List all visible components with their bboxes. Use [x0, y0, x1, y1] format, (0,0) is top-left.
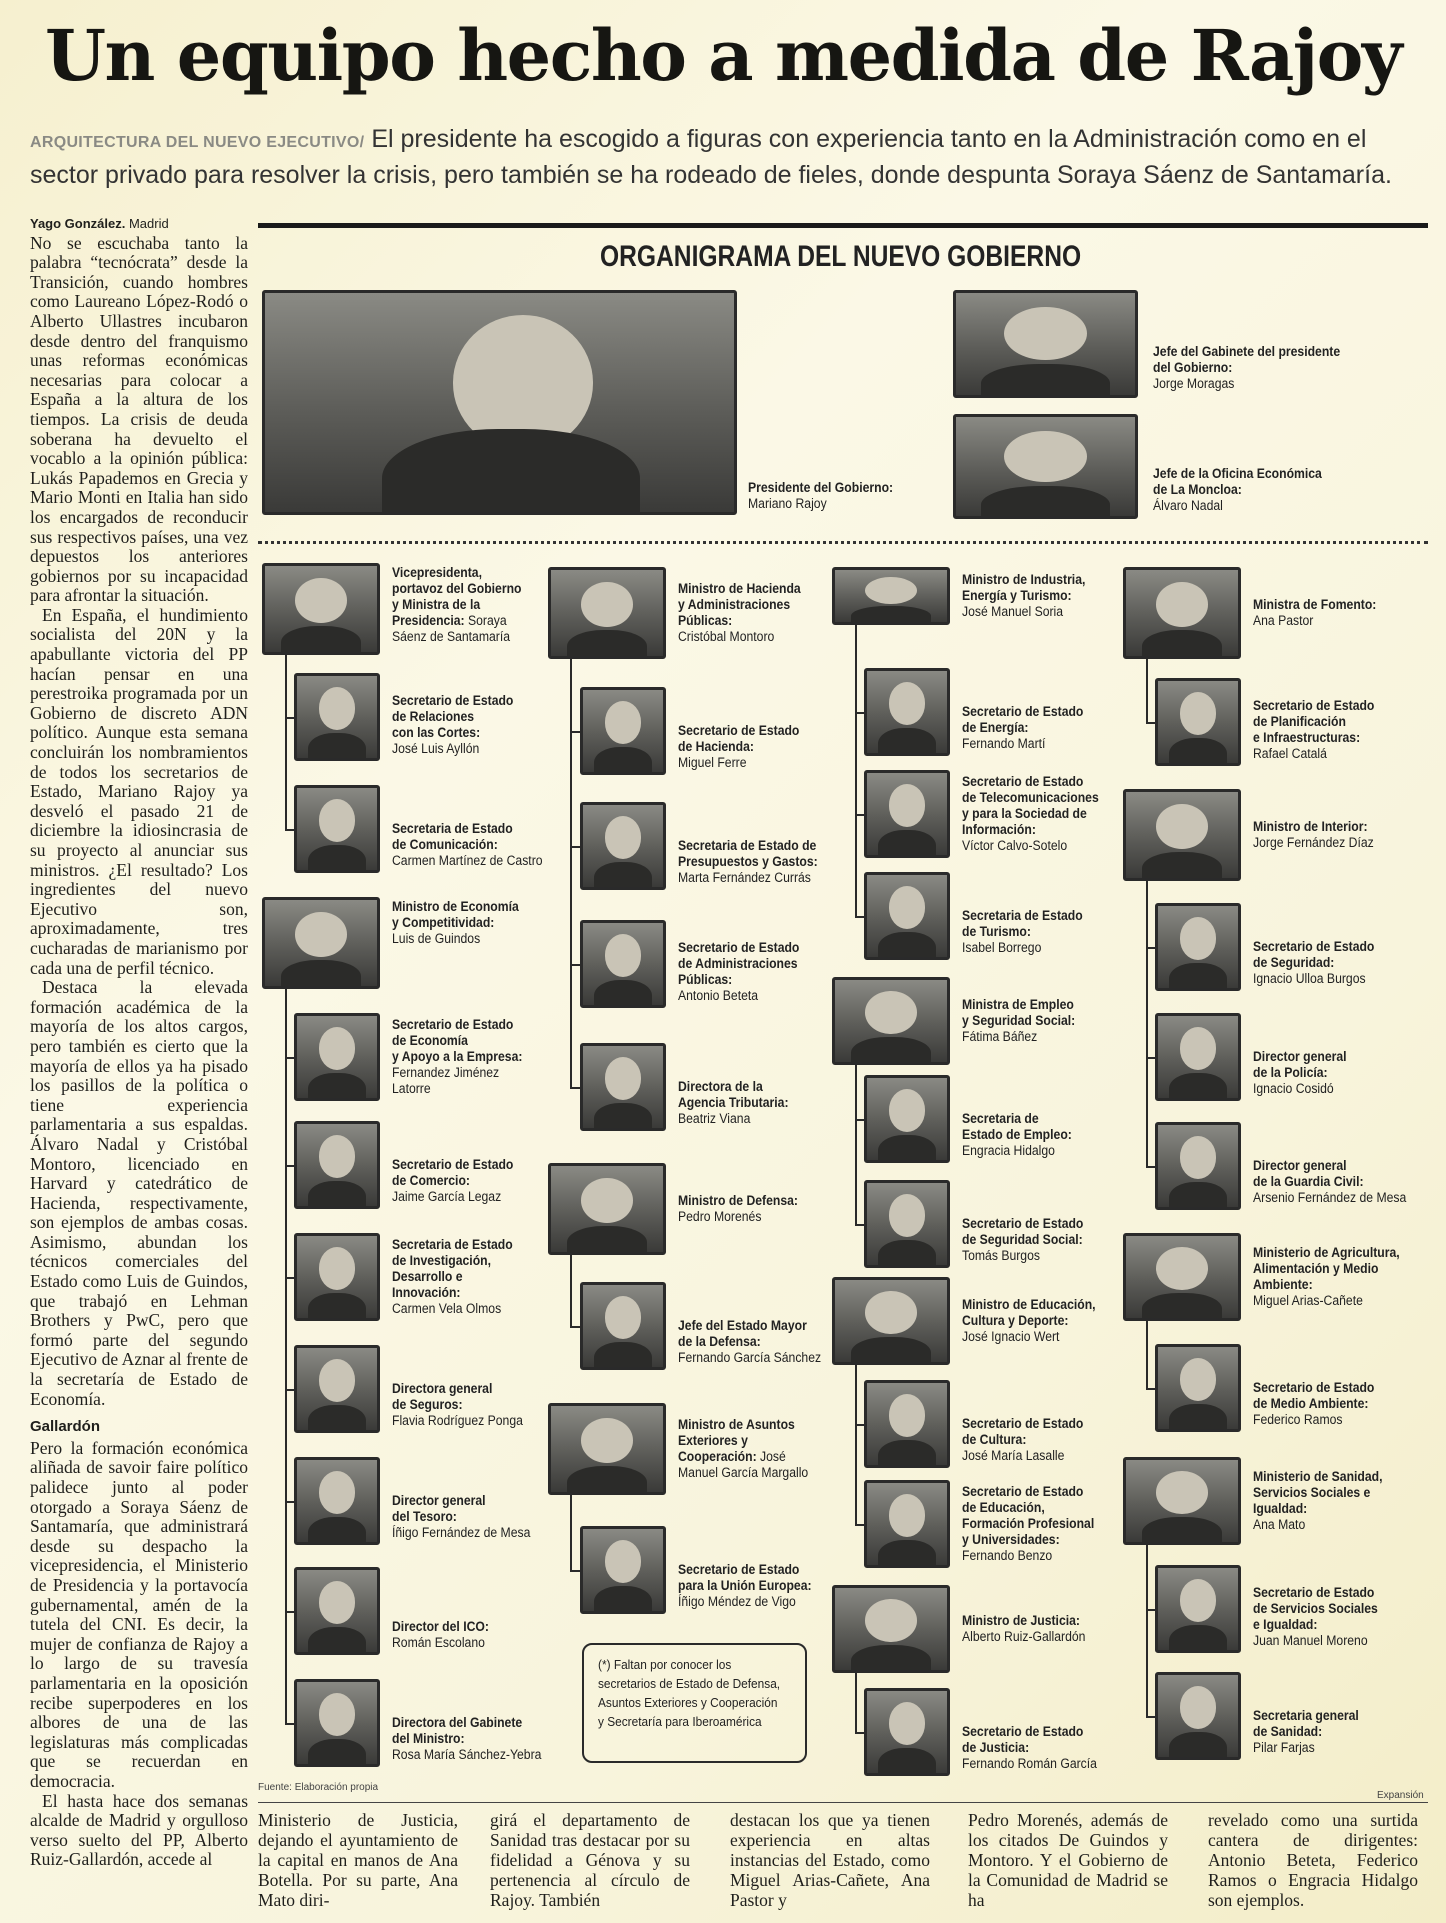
connector-line: [855, 1524, 864, 1526]
connector-line: [285, 829, 294, 831]
official-photo: [294, 1121, 380, 1209]
role-line: Directora general: [392, 1381, 493, 1397]
official-label: [962, 908, 1083, 956]
role-line: de la Policía:: [1253, 1065, 1328, 1081]
role-line: Ministra de Empleo: [962, 997, 1074, 1013]
official-label: [962, 1484, 1094, 1564]
role-line: de Medio Ambiente:: [1253, 1396, 1369, 1412]
connector-line: [570, 1326, 580, 1328]
person-name: Alberto Ruiz-Gallardón: [962, 1629, 1086, 1645]
official-photo: [864, 770, 950, 858]
paragraph-3: Destaca la elevada formación académica de la mayoría de los altos cargos, pero también es cierto que la mayoría de ellos ya ha pisado los pasillos de la política o tiene experiencia parlamentaria a sus espaldas. Álvaro Nadal y Cristóbal Montoro, licenciado en Harvard y catedrático de Hacienda, respectivamente, son ejemplos de ambas cosas. Asimismo, abundan los técnicos comerciales del Estado como Luis de Guindos, que trabajó en Lehman Brothers y PwC, pero que formó parte del segundo Ejecutivo de Aznar al frente de la secretaría de Estado de Economía.: [30, 977, 248, 1409]
official-photo: [864, 1075, 950, 1163]
role-line: de Seguridad:: [1253, 955, 1335, 971]
minister-photo: [1123, 789, 1241, 881]
person-name: Beatriz Viana: [678, 1111, 751, 1127]
connector-line: [570, 1087, 580, 1089]
role-line: Cultura y Deporte:: [962, 1313, 1069, 1329]
minister-label: [962, 997, 1075, 1045]
official-photo: [294, 1679, 380, 1767]
official-photo: [294, 1345, 380, 1433]
minister-label: [678, 1417, 808, 1481]
role-line: del Ministro:: [392, 1731, 465, 1747]
person-name: Manuel García Margallo: [678, 1465, 809, 1481]
official-label: [1253, 1158, 1406, 1206]
minister-photo: [832, 977, 950, 1065]
role-line: Igualdad:: [1253, 1501, 1308, 1517]
person-name: Cristóbal Montoro: [678, 629, 775, 645]
org-chart-title: ORGANIGRAMA DEL NUEVO GOBIERNO: [600, 240, 1082, 273]
paragraph-1: No se escuchaba tanto la palabra “tecnócrata” desde la Transición, cuando hombres como Laureano López-Rodó o Alberto Ullastres incubaron desde dentro del franquismo unas reformas económicas necesarias para colocar a España a la altura de los tiempos. La crisis de deuda soberana ha devuelto el vocablo a la opinión pública: Lukás Papademos en Grecia y Mario Monti en Italia han sido los encargados de reconducir sus respectivos países, una vez depuestos los anteriores gobiernos por su incapacidad para afrontar la situación.: [30, 232, 248, 606]
official-label: [392, 1237, 513, 1317]
headline: Un equipo hecho a medida de Rajoy: [44, 14, 1401, 97]
bottom-col-3: destacan los que ya tienen experiencia en altas instancias del Estado, como Miguel Arias-Cañete, Ana Pastor y: [730, 1810, 930, 1910]
role-line: Secretario de Estado: [962, 1216, 1084, 1232]
official-label: [1253, 1585, 1378, 1649]
minister-label: [962, 1297, 1096, 1345]
official-photo: [1155, 1344, 1241, 1432]
connector-line: [855, 1224, 864, 1226]
person-name: Jaime García Legaz: [392, 1189, 502, 1205]
connector-line: [570, 1570, 580, 1572]
official-photo: [294, 785, 380, 873]
role-line: Desarrollo e: [392, 1269, 463, 1285]
role-line: de Seguridad Social:: [962, 1232, 1083, 1248]
oficina-photo: [953, 414, 1138, 519]
person-name: Miguel Arias-Cañete: [1253, 1293, 1363, 1309]
connector-line: [855, 625, 857, 916]
official-photo: [580, 802, 666, 890]
connector-line: [285, 1723, 294, 1725]
official-label: [962, 1216, 1083, 1264]
role-line: Públicas:: [678, 972, 733, 988]
person-name: Fernando Benzo: [962, 1548, 1053, 1564]
person-name: Ignacio Ulloa Burgos: [1253, 971, 1366, 987]
role-line: Secretaria general: [1253, 1708, 1359, 1724]
person-name: Pedro Morenés: [678, 1209, 762, 1225]
official-photo: [864, 1688, 950, 1776]
deck: [30, 123, 1430, 191]
person-name: Flavia Rodríguez Ponga: [392, 1413, 523, 1429]
president-photo: [262, 290, 737, 515]
role-line: Vicepresidenta,: [392, 565, 482, 581]
official-photo: [294, 1457, 380, 1545]
role-line: y Ministra de la: [392, 597, 481, 613]
official-label: [962, 1724, 1097, 1772]
footnote-box: (*) Faltan por conocer los secretarios de Estado de Defensa, Asuntos Exteriores y Cooperación y Secretaría para Iberoamérica: [582, 1643, 807, 1763]
role-line: Secretario de Estado: [392, 1017, 514, 1033]
person-name: Arsenio Fernández de Mesa: [1253, 1190, 1407, 1206]
official-photo: [864, 668, 950, 756]
connector-line: [855, 1065, 857, 1224]
minister-label: [962, 572, 1085, 620]
official-label: [392, 1715, 541, 1763]
official-label: [392, 1017, 522, 1097]
role-line: Secretario de Estado: [962, 1724, 1084, 1740]
role-line: de la Guardia Civil:: [1253, 1174, 1364, 1190]
role-line: Director general: [1253, 1158, 1347, 1174]
connector-line: [285, 655, 287, 829]
president-label: Presidente del Gobierno: Mariano Rajoy: [748, 480, 894, 512]
gabinete-photo: [953, 290, 1138, 398]
role-line: Exteriores y: [678, 1433, 748, 1449]
official-label: [678, 723, 799, 771]
bottom-col-4: Pedro Morenés, además de los citados De Guindos y Montoro. Y el Gobierno de la Comunidad de Madrid se ha: [968, 1810, 1168, 1910]
person-name: Tomás Burgos: [962, 1248, 1040, 1264]
minister-photo: [548, 1163, 666, 1255]
person-name: Fernandez Jiménez: [392, 1065, 500, 1081]
person-name: Íñigo Fernández de Mesa: [392, 1525, 531, 1541]
deck-kicker: ARQUITECTURA DEL NUEVO EJECUTIVO/: [30, 134, 365, 151]
official-label: [392, 693, 513, 757]
role-line: Secretario de Estado: [1253, 698, 1375, 714]
role-line: de Hacienda:: [678, 739, 754, 755]
person-name: Luis de Guindos: [392, 931, 481, 947]
connector-line: [1146, 1388, 1155, 1390]
bottom-col-2: girá el departamento de Sanidad tras destacar por su fidelidad a Génova y su pertenencia al círculo de Rajoy. También: [490, 1810, 690, 1910]
role-line: Energía y Turismo:: [962, 588, 1072, 604]
role-line: Secretaria de Estado de: [678, 838, 817, 854]
person-name: Fernando Román García: [962, 1756, 1097, 1772]
official-label: [1253, 698, 1374, 762]
paragraph-4: Pero la formación económica aliñada de savoir faire político palidece junto al poder otorgado a Soraya Sáenz de Santamaría, que administrará desde su despacho la vicepresidencia, el Ministerio de Presidencia y la portavocía gubernamental, amén de la tutela del CNI. Es decir, la mujer de confianza de Rajoy a lo largo de su travesía parlamentaria en la oposición recibe superpoderes en los albores de una de las legislaturas más complicadas que se recuerdan en democracia.: [30, 1437, 248, 1791]
minister-label: [1253, 819, 1374, 851]
minister-label: [678, 581, 801, 645]
role-line: Presupuestos y Gastos:: [678, 854, 818, 870]
minister-label: [392, 899, 519, 947]
official-photo: [1155, 1672, 1241, 1760]
role-line: portavoz del Gobierno: [392, 581, 522, 597]
role-line: Secretario de Estado: [1253, 939, 1375, 955]
role-line: de Planificación: [1253, 714, 1346, 730]
connector-line: [570, 1495, 572, 1570]
official-photo: [294, 1567, 380, 1655]
role-line: de Telecomunicaciones: [962, 790, 1099, 806]
role-line: de Energía:: [962, 720, 1029, 736]
role-line: y Seguridad Social:: [962, 1013, 1076, 1029]
role-line: de Educación,: [962, 1500, 1045, 1516]
role-line: de Comunicación:: [392, 837, 498, 853]
person-name: Federico Ramos: [1253, 1412, 1343, 1428]
role-line: Ministerio de Agricultura,: [1253, 1245, 1400, 1261]
minister-photo: [1123, 1457, 1241, 1545]
person-name: José Ignacio Wert: [962, 1329, 1060, 1345]
minister-photo: [1123, 1233, 1241, 1321]
role-line: Director del ICO:: [392, 1619, 489, 1635]
connector-line: [1146, 722, 1155, 724]
official-photo: [864, 872, 950, 960]
minister-photo: [832, 1585, 950, 1673]
minister-photo: [832, 1277, 950, 1365]
person-name: Rosa María Sánchez-Yebra: [392, 1747, 542, 1763]
role-line: de Cultura:: [962, 1432, 1027, 1448]
role-line: Secretario de Estado: [962, 1416, 1084, 1432]
role-line: Ministro de Interior:: [1253, 819, 1368, 835]
role-line: Secretario de Estado: [1253, 1585, 1375, 1601]
minister-photo: [832, 567, 950, 625]
official-label: [962, 1416, 1083, 1464]
role-line: Secretaria de Estado: [962, 908, 1083, 924]
role-line: de Relaciones: [392, 709, 475, 725]
minister-label: [678, 1193, 798, 1225]
official-photo: [580, 687, 666, 775]
person-name: Isabel Borrego: [962, 940, 1042, 956]
role-line: Ambiente:: [1253, 1277, 1313, 1293]
official-photo: [580, 920, 666, 1008]
connector-line: [285, 989, 287, 1723]
person-name: Rafael Catalá: [1253, 746, 1327, 762]
official-photo: [294, 1233, 380, 1321]
role-line: Secretario de Estado: [392, 693, 514, 709]
byline-author: Yago González.: [30, 216, 126, 231]
role-line: Ministro de Educación,: [962, 1297, 1096, 1313]
official-label: [962, 704, 1083, 752]
role-line: con las Cortes:: [392, 725, 481, 741]
official-label: [392, 1619, 489, 1651]
source-credit: Fuente: Elaboración propia: [258, 1782, 379, 1793]
role-line: Estado de Empleo:: [962, 1127, 1072, 1143]
official-photo: [864, 1480, 950, 1568]
person-name: Fernando Martí: [962, 736, 1046, 752]
byline: [30, 214, 248, 234]
paragraph-2: En España, el hundimiento socialista del 20N y la apabullante victoria del PP hacían pensar en una perestroika programada por un Gobierno de discreto ADN político. Aunque esta semana concluirán los nombramientos de todos los secretarios de Estado, Mariano Rajoy ya desveló el pasado 21 de diciembre la idiosincrasia de su proyecto al anunciar sus ministros. ¿El resultado? Los ingredientes del nuevo Ejecutivo son, aproximadamente, tres cucharadas de marianismo por cada una de perfil técnico.: [30, 604, 248, 978]
role-line: e Igualdad:: [1253, 1617, 1318, 1633]
official-label: [678, 1079, 789, 1127]
role-line: del Tesoro:: [392, 1509, 457, 1525]
person-name: Carmen Martínez de Castro: [392, 853, 543, 869]
minister-label: [1253, 597, 1376, 629]
bottom-col-1: Ministerio de Justicia, dejando el ayuntamiento de la capital en manos de Ana Botella. Por su parte, Ana Mato diri-: [258, 1810, 458, 1910]
role-line: y Competitividad:: [392, 915, 495, 931]
role-line: Secretario de Estado: [392, 1157, 514, 1173]
role-line: de Servicios Sociales: [1253, 1601, 1378, 1617]
role-line: Director general: [1253, 1049, 1347, 1065]
person-name: Carmen Vela Olmos: [392, 1301, 502, 1317]
role-line: Servicios Sociales e: [1253, 1485, 1371, 1501]
role-line: Ministra de Fomento:: [1253, 597, 1377, 613]
role-line: Ministro de Economía: [392, 899, 519, 915]
official-photo: [580, 1526, 666, 1614]
official-photo: [1155, 1013, 1241, 1101]
official-label: [392, 821, 543, 869]
official-photo: [580, 1043, 666, 1131]
role-line: y Universidades:: [962, 1532, 1060, 1548]
role-line: de Administraciones: [678, 956, 798, 972]
role-line: Presidencia: Soraya: [392, 613, 507, 629]
role-line: Ministro de Hacienda: [678, 581, 801, 597]
role-line: Secretario de Estado: [678, 1562, 800, 1578]
minister-label: [1253, 1469, 1382, 1533]
person-name: Juan Manuel Moreno: [1253, 1633, 1368, 1649]
role-line: Secretario de Estado: [678, 940, 800, 956]
official-label: [1253, 1708, 1359, 1756]
official-photo: [294, 673, 380, 761]
role-line: de Sanidad:: [1253, 1724, 1323, 1740]
bottom-rule: [258, 1802, 1428, 1803]
role-line: de Investigación,: [392, 1253, 491, 1269]
connector-line: [855, 1732, 864, 1734]
person-name: Fátima Báñez: [962, 1029, 1038, 1045]
role-line: Ministerio de Sanidad,: [1253, 1469, 1383, 1485]
byline-place: Madrid: [125, 216, 169, 231]
connector-line: [855, 916, 864, 918]
connector-line: [855, 1365, 857, 1524]
role-line: Director general: [392, 1493, 486, 1509]
role-line: Formación Profesional: [962, 1516, 1095, 1532]
official-photo: [1155, 678, 1241, 766]
person-name: Ana Pastor: [1253, 613, 1314, 629]
official-photo: [864, 1380, 950, 1468]
role-line: Ministro de Industria,: [962, 572, 1086, 588]
connector-line: [1146, 1166, 1155, 1168]
official-label: [962, 1111, 1072, 1159]
person-name: Jorge Fernández Díaz: [1253, 835, 1374, 851]
dotted-divider: [258, 541, 1428, 544]
official-label: [1253, 1380, 1374, 1428]
gabinete-label: Jefe del Gabinete del presidente del Gobierno: Jorge Moragas: [1153, 344, 1341, 392]
role-line: de Comercio:: [392, 1173, 470, 1189]
person-name: Íñigo Méndez de Vigo: [678, 1594, 796, 1610]
connector-line: [1146, 881, 1148, 1166]
role-line: Secretaria de: [962, 1111, 1039, 1127]
official-photo: [1155, 903, 1241, 991]
person-name: Víctor Calvo-Sotelo: [962, 838, 1068, 854]
connector-line: [1146, 1545, 1148, 1716]
minister-photo: [548, 1403, 666, 1495]
oficina-label: Jefe de la Oficina Económica de La Moncloa: Álvaro Nadal: [1153, 466, 1322, 514]
paragraph-5: El hasta hace dos semanas alcalde de Madrid y orgulloso verso suelto del PP, Alberto Ruiz-Gallardón, accede al: [30, 1790, 248, 1870]
role-line: Agencia Tributaria:: [678, 1095, 789, 1111]
official-photo: [864, 1180, 950, 1268]
role-line: Innovación:: [392, 1285, 461, 1301]
official-photo: [1155, 1565, 1241, 1653]
minister-label: [1253, 1245, 1400, 1309]
official-photo: [1155, 1122, 1241, 1210]
official-label: [678, 838, 818, 886]
role-line: Ministro de Asuntos: [678, 1417, 795, 1433]
role-line: Ministro de Justicia:: [962, 1613, 1080, 1629]
top-rule: [258, 223, 1428, 228]
official-label: [962, 774, 1099, 854]
official-photo: [294, 1013, 380, 1101]
person-name: Román Escolano: [392, 1635, 485, 1651]
minister-photo: [1123, 567, 1241, 659]
official-label: [678, 1318, 821, 1366]
connector-line: [1146, 1321, 1148, 1388]
minister-photo: [548, 567, 666, 659]
role-line: Secretario de Estado: [962, 704, 1084, 720]
person-name: Pilar Farjas: [1253, 1740, 1315, 1756]
role-line: Directora del Gabinete: [392, 1715, 523, 1731]
role-line: Jefe del Estado Mayor: [678, 1318, 807, 1334]
role-line: de Turismo:: [962, 924, 1031, 940]
person-name: Fernando García Sánchez: [678, 1350, 822, 1366]
official-label: [392, 1381, 523, 1429]
official-photo: [580, 1282, 666, 1370]
role-line: Ministro de Defensa:: [678, 1193, 799, 1209]
person-name: Engracia Hidalgo: [962, 1143, 1055, 1159]
connector-line: [1146, 1716, 1155, 1718]
official-label: [1253, 939, 1374, 987]
connector-line: [1146, 659, 1148, 722]
role-line: Secretaria de Estado: [392, 821, 513, 837]
person-name: Antonio Beteta: [678, 988, 759, 1004]
role-line: Públicas:: [678, 613, 733, 629]
official-label: [678, 940, 799, 1004]
minister-photo: [262, 563, 380, 655]
role-line: Secretario de Estado: [678, 723, 800, 739]
role-line: e Infraestructuras:: [1253, 730, 1361, 746]
official-label: [678, 1562, 812, 1610]
official-label: [1253, 1049, 1347, 1097]
role-line: y Apoyo a la Empresa:: [392, 1049, 523, 1065]
role-line: Información:: [962, 822, 1036, 838]
connector-line: [570, 1255, 572, 1326]
person-name: Ignacio Cosidó: [1253, 1081, 1334, 1097]
minister-label: [392, 565, 521, 645]
role-line: Secretario de Estado: [1253, 1380, 1375, 1396]
role-line: Directora de la: [678, 1079, 763, 1095]
role-line: de Justicia:: [962, 1740, 1030, 1756]
role-line: Secretario de Estado: [962, 774, 1084, 790]
official-label: [392, 1157, 513, 1205]
person-name: Ana Mato: [1253, 1517, 1306, 1533]
role-line: para la Unión Europea:: [678, 1578, 812, 1594]
person-name: Latorre: [392, 1081, 431, 1097]
person-name: Sáenz de Santamaría: [392, 629, 511, 645]
publication-credit: Expansión: [1377, 1790, 1424, 1801]
person-name: José Luis Ayllón: [392, 741, 480, 757]
connector-line: [855, 1673, 857, 1732]
person-name: Marta Fernández Currás: [678, 870, 811, 886]
person-name: Miguel Ferre: [678, 755, 747, 771]
connector-line: [570, 659, 572, 1087]
bottom-col-5: revelado como una surtida cantera de dirigentes: Antonio Beteta, Federico Ramos o Engracia Hidalgo son ejemplos.: [1208, 1810, 1418, 1910]
role-line: y para la Sociedad de: [962, 806, 1087, 822]
role-line: y Administraciones: [678, 597, 791, 613]
role-line: de Economía: [392, 1033, 468, 1049]
person-name: José Manuel Soria: [962, 604, 1064, 620]
role-line: Cooperación: José: [678, 1449, 786, 1465]
role-line: de Seguros:: [392, 1397, 463, 1413]
minister-label: [962, 1613, 1085, 1645]
role-line: Secretario de Estado: [962, 1484, 1084, 1500]
person-name: José María Lasalle: [962, 1448, 1065, 1464]
article-column: [30, 214, 248, 1870]
role-line: Alimentación y Medio: [1253, 1261, 1379, 1277]
deck-text: El presidente ha escogido a figuras con experiencia tanto en la Administración como en el sector privado para resolver la crisis, pero también se ha rodeado de fieles, donde despunta Soraya Sáenz de Santamaría.: [30, 125, 1392, 189]
subhead: Gallardón: [30, 1418, 101, 1436]
minister-photo: [262, 897, 380, 989]
official-label: [392, 1493, 530, 1541]
role-line: de la Defensa:: [678, 1334, 761, 1350]
role-line: Secretaria de Estado: [392, 1237, 513, 1253]
